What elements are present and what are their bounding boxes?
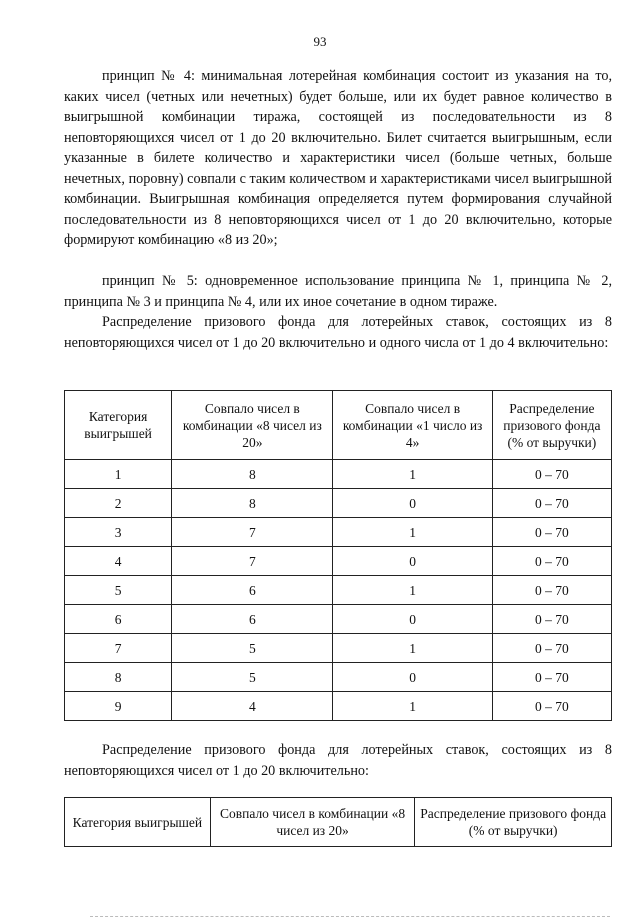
cell-distribution: 0 – 70 [492, 692, 611, 721]
cell-matched-8: 7 [172, 518, 333, 547]
table-row [65, 460, 612, 489]
cell-category: 6 [65, 605, 172, 634]
cell-matched-1: 1 [333, 634, 492, 663]
cell-matched-8: 8 [172, 460, 333, 489]
cell-matched-1: 1 [333, 576, 492, 605]
cell-matched-1: 0 [333, 547, 492, 576]
cell-category: 7 [65, 634, 172, 663]
table-row [65, 576, 612, 605]
cell-matched-1: 1 [333, 692, 492, 721]
prize-distribution-table-2 [64, 797, 612, 847]
cell-distribution: 0 – 70 [492, 489, 611, 518]
cell-matched-1: 0 [333, 489, 492, 518]
cell-matched-1: 0 [333, 605, 492, 634]
header-distribution: Распределение призового фонда (% от выручки) [415, 798, 612, 847]
header-matched-8-of-20: Совпало чисел в комбинации «8 чисел из 20» [172, 391, 333, 460]
header-matched-1-of-4: Совпало чисел в комбинации «1 число из 4» [333, 391, 492, 460]
cell-matched-8: 7 [172, 547, 333, 576]
table-row [65, 663, 612, 692]
cell-matched-1: 0 [333, 663, 492, 692]
table-row [65, 692, 612, 721]
cell-distribution: 0 – 70 [492, 663, 611, 692]
cell-distribution: 0 – 70 [492, 634, 611, 663]
header-category: Категория выигрышей [65, 798, 211, 847]
paragraph-principle-4: принцип № 4: минимальная лотерейная комбинация состоит из указания на то, каких чисел (четных или нечетных) будет больше, или их будет равное количество в выигрышной комбинации тиража, состоящей из последовательности из 8 неповторяющихся чисел от 1 до 20 включительно. Билет считается выигрышным, если указанные в билете количество и характеристики чисел (больше четных, больше нечетных, поровну) совпали с таким количеством и характеристиками чисел выигрышной комбинации. Выигрышная комбинация определяется путем формирования случайной последовательности из 8 неповторяющихся чисел от 1 до 20 включительно, которые формируют комбинацию «8 из 20»; [64, 68, 612, 248]
table-row [65, 605, 612, 634]
cell-category: 2 [65, 489, 172, 518]
cell-matched-1: 1 [333, 460, 492, 489]
cell-category: 5 [65, 576, 172, 605]
table-row [65, 489, 612, 518]
table-header-row [65, 798, 612, 847]
table-row [65, 518, 612, 547]
paragraph-distribution-intro-2: Распределение призового фонда для лотерейных ставок, состоящих из 8 неповторяющихся чисел от 1 до 20 включительно: [64, 742, 612, 779]
cell-matched-8: 5 [172, 663, 333, 692]
paragraph-distribution-intro-1: Распределение призового фонда для лотерейных ставок, состоящих из 8 неповторяющихся чисел от 1 до 20 включительно и одного числа от 1 до 4 включительно: [64, 314, 612, 351]
header-category: Категория выигрышей [65, 391, 172, 460]
prize-distribution-table-1 [64, 390, 612, 721]
cell-matched-8: 5 [172, 634, 333, 663]
cell-matched-8: 6 [172, 605, 333, 634]
page-number: 93 [313, 34, 327, 49]
table-header-row [65, 391, 612, 460]
header-distribution: Распределение призового фонда (% от выручки) [492, 391, 611, 460]
cell-category: 9 [65, 692, 172, 721]
header-matched-8-of-20: Совпало чисел в комбинации «8 чисел из 20» [210, 798, 415, 847]
cell-distribution: 0 – 70 [492, 547, 611, 576]
cell-category: 1 [65, 460, 172, 489]
cell-category: 3 [65, 518, 172, 547]
paragraph-principle-5: принцип № 5: одновременное использование принципа № 1, принципа № 2, принципа № 3 и принципа № 4, или их иное сочетание в одном тираже. [64, 273, 612, 310]
cell-matched-8: 6 [172, 576, 333, 605]
cell-distribution: 0 – 70 [492, 460, 611, 489]
cell-category: 4 [65, 547, 172, 576]
cell-matched-1: 1 [333, 518, 492, 547]
cell-matched-8: 8 [172, 489, 333, 518]
cell-matched-8: 4 [172, 692, 333, 721]
page-cut-line [90, 916, 610, 917]
cell-distribution: 0 – 70 [492, 605, 611, 634]
cell-category: 8 [65, 663, 172, 692]
table-row [65, 634, 612, 663]
cell-distribution: 0 – 70 [492, 576, 611, 605]
table-row [65, 547, 612, 576]
cell-distribution: 0 – 70 [492, 518, 611, 547]
